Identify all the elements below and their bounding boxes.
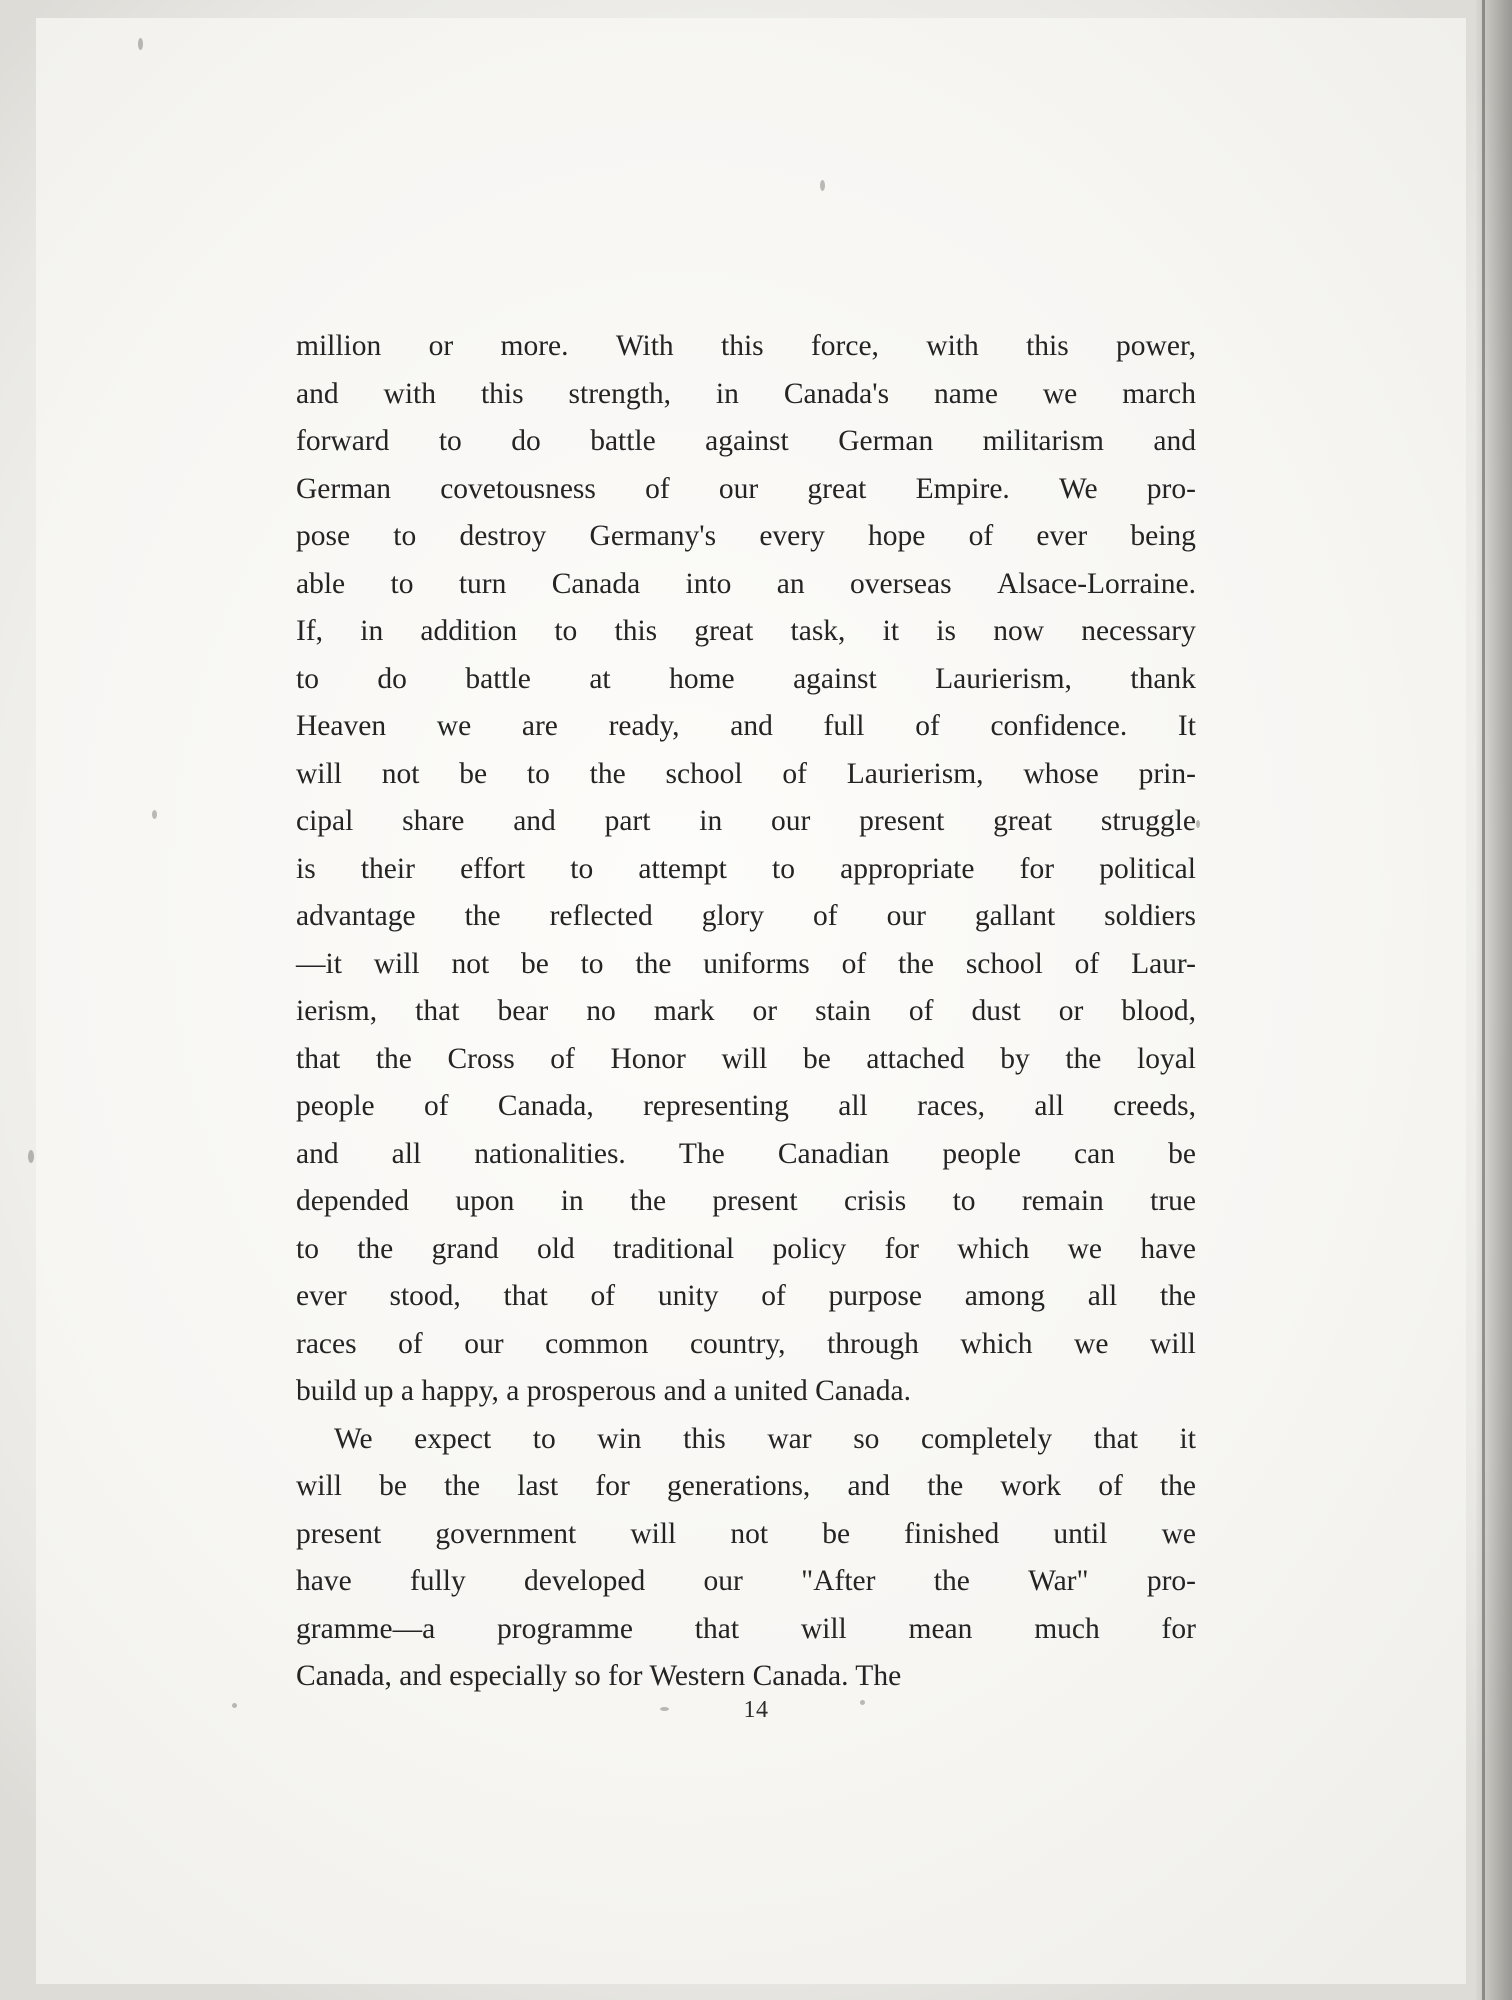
word: bear [497,995,549,1027]
word: Alsace-Lorraine. [996,567,1196,600]
word: this [683,1422,726,1455]
word: million [296,330,382,362]
text-line [296,378,1196,426]
word: be [822,1517,851,1550]
word: will [296,757,342,790]
word: struggle [1100,805,1196,837]
word: the [635,947,672,980]
word: Honor [610,1042,686,1075]
word: part [604,805,651,837]
word: programme [497,1612,634,1645]
word: appropriate [840,852,975,885]
word: this [480,377,524,410]
word: that [1093,1422,1138,1455]
word: mean [908,1612,973,1645]
word: all [1087,1280,1118,1312]
word: and [296,1137,339,1170]
word: and [513,805,556,837]
word: more. [500,330,569,362]
word: creeds, [1113,1090,1196,1122]
text-line [296,330,1196,378]
word: attempt [638,852,727,885]
word: loyal [1137,1042,1196,1075]
word: is [936,615,956,647]
word: full [823,710,865,742]
word: people [296,1090,375,1122]
word: forward [296,425,390,457]
word: for [1161,1612,1196,1645]
word: have [1140,1232,1196,1265]
word: Laurierism, [935,662,1072,695]
word: ever [1036,520,1088,552]
text-line [296,1043,1196,1091]
scan-speck [1196,820,1200,828]
word: gallant [974,900,1056,932]
text-line [296,473,1196,521]
text-line [296,1613,1196,1661]
word: "After [801,1565,876,1597]
word: races [296,1327,357,1360]
word: advantage [296,900,416,932]
word: present [712,1185,798,1217]
word: all [391,1137,422,1170]
word: blood, [1121,995,1196,1027]
word: we [1074,1327,1109,1360]
word: With [615,330,674,362]
word: dust [971,995,1021,1027]
word: stain [815,995,871,1027]
word: to [554,615,578,647]
word: of [908,995,934,1027]
word: their [360,852,415,885]
word: and [1153,425,1196,457]
word: present [859,805,945,837]
word: or [428,330,454,362]
word: the [1159,1470,1196,1502]
word: great [807,472,867,505]
word: we [436,710,472,742]
word: into [685,567,732,600]
word: Empire. [915,472,1010,505]
word: an [776,567,805,600]
word: school [665,757,743,790]
text-line [296,1090,1196,1138]
scan-speck [28,1150,34,1163]
word: If, [296,615,324,647]
word: soldiers [1104,900,1196,932]
word: do [377,662,407,695]
word: of [782,757,807,790]
word: which [957,1232,1030,1265]
word: war [767,1422,812,1455]
text-line [296,568,1196,616]
word: able [296,567,346,600]
word: representing [643,1090,789,1122]
word: at [589,662,611,695]
text-line [296,710,1196,758]
word: will [373,947,420,980]
word: task, [790,615,846,647]
word: traditional [613,1232,735,1265]
word: prin- [1138,757,1196,790]
word: Laurierism, [846,757,984,790]
word: be [459,757,488,790]
word: all [838,1090,868,1122]
word: march [1122,377,1196,410]
word: in [360,615,384,647]
word: the [1065,1042,1102,1075]
word: Cross [447,1042,515,1075]
word: so [853,1422,880,1455]
word: and [296,377,339,410]
word: effort [460,852,526,885]
word: German [838,425,934,457]
word: pose [296,520,351,552]
word: the [357,1232,394,1265]
word: the [933,1565,970,1597]
word: that [694,1612,740,1645]
scan-speck [820,180,825,191]
word: against [705,425,789,457]
word: in [699,805,723,837]
text-line [296,1280,1196,1328]
word: completely [921,1422,1053,1455]
word: it [882,615,900,647]
word: of [590,1280,616,1312]
word: Heaven [296,710,387,742]
word: the [589,757,626,790]
word: will [800,1612,847,1645]
word: developed [524,1565,646,1597]
word: our [703,1565,743,1597]
word: this [1026,330,1069,362]
word: of [968,520,994,552]
word: that [296,1042,341,1075]
text-line [296,1233,1196,1281]
word: last [517,1470,559,1502]
word: It [1177,710,1196,742]
word: for [884,1232,919,1265]
word: common [545,1327,649,1360]
word: this [721,330,764,362]
word: force, [810,330,879,362]
text-line [296,1518,1196,1566]
word: Germany's [589,520,717,552]
word: be [520,947,549,980]
text-line [296,758,1196,806]
word: German [296,472,392,505]
word: to [390,567,414,600]
scan-speck [152,810,157,819]
word: uniforms [703,947,810,980]
text-line: build up a happy, a prosperous and a united Canada. [296,1375,911,1407]
word: cipal [296,805,354,837]
word: grand [431,1232,499,1265]
word: unity [657,1280,719,1312]
text-line [296,663,1196,711]
word: pro- [1146,1565,1196,1597]
word: do [511,425,541,457]
word: of [1098,1470,1123,1502]
word: with [926,330,979,362]
word: strength, [568,377,671,410]
word: our [718,472,759,505]
word: much [1034,1612,1100,1645]
word: Canadian [777,1137,890,1170]
text-line [296,1185,1196,1233]
word: among [964,1280,1045,1312]
text-line [296,615,1196,663]
word: our [771,805,811,837]
word: the [630,1185,667,1217]
word: that [503,1280,548,1312]
word: for [1019,852,1055,885]
word: work [1000,1470,1062,1502]
word: until [1053,1517,1108,1550]
word: for [595,1470,630,1502]
word: necessary [1081,615,1196,647]
word: will [721,1042,768,1075]
word: attached [866,1042,965,1075]
word: battle [590,425,656,457]
word: Canada's [783,377,890,410]
word: reflected [549,900,653,932]
word: not [381,757,420,790]
word: against [793,662,877,695]
word: be [802,1042,831,1075]
word: present [296,1517,382,1550]
word: to [532,1422,556,1455]
word: ever [296,1280,347,1312]
word: of [915,710,940,742]
word: to [772,852,795,885]
word: of [398,1327,423,1360]
word: thank [1130,662,1196,695]
word: finished [904,1517,1000,1550]
word: covetousness [440,472,596,505]
word: win [597,1422,642,1455]
word: whose [1023,757,1099,790]
word: home [669,662,735,695]
word: to [580,947,604,980]
word: share [402,805,465,837]
text-line [296,805,1196,853]
word: or [1058,995,1084,1027]
word: to [296,1232,319,1265]
word: will [630,1517,677,1550]
word: to [526,757,550,790]
word: not [730,1517,769,1550]
word: we [1161,1517,1196,1550]
word: and [847,1470,891,1502]
word: it [1179,1422,1196,1455]
word: are [521,710,558,742]
word: to [296,662,319,695]
word: War" [1028,1565,1089,1597]
word: power, [1116,330,1196,362]
word: fully [409,1565,466,1597]
text-line [296,900,1196,948]
word: destroy [459,520,547,552]
text-line [296,425,1196,473]
word: the [1159,1280,1196,1312]
word: great [993,805,1053,837]
word: confidence. [990,710,1128,742]
word: ready, [608,710,680,742]
word: glory [701,900,765,932]
word: have [296,1565,352,1597]
word: old [537,1232,575,1265]
word: battle [465,662,531,695]
word: to [952,1185,976,1217]
word: remain [1021,1185,1104,1217]
word: mark [653,995,715,1027]
word: be [379,1470,407,1502]
word: to [438,425,462,457]
word: political [1099,852,1196,885]
word: the [897,947,935,980]
word: of [645,472,670,505]
word: of [550,1042,575,1075]
word: no [586,995,616,1027]
word: upon [455,1185,515,1217]
word: people [942,1137,1021,1170]
word: the [927,1470,964,1502]
text-line [296,1138,1196,1186]
word: is [296,852,316,885]
word: name [934,377,998,410]
word: our [886,900,926,932]
word: will [1149,1327,1196,1360]
word: which [960,1327,1033,1360]
word: We [334,1422,373,1455]
word: Canada [551,567,641,600]
word: we [1042,377,1078,410]
word: that [415,995,460,1027]
word: turn [458,567,507,600]
text-line [296,1565,1196,1613]
text-line [296,520,1196,568]
scan-speck [138,38,143,50]
text-line [296,995,1196,1043]
word: races, [917,1090,986,1122]
word: the [464,900,501,932]
paragraph-2 [296,1423,1196,1708]
word: to [570,852,594,885]
word: generations, [666,1470,811,1502]
word: will [296,1470,342,1502]
word: of [841,947,867,980]
page-number: 14 [743,1697,769,1723]
word: Laur- [1131,947,1196,980]
word: not [451,947,490,980]
word: we [1067,1232,1103,1265]
text-line [296,853,1196,901]
word: now [993,615,1044,647]
word: depended [296,1185,410,1217]
word: be [1168,1137,1196,1170]
word: all [1034,1090,1064,1122]
word: or [752,995,778,1027]
word: pro- [1146,472,1196,505]
paragraph-1 [296,330,1196,1423]
word: militarism [982,425,1104,457]
word: Canada, [497,1090,594,1122]
word: stood, [389,1280,461,1312]
word: government [435,1517,577,1550]
word: and [730,710,773,742]
word: through [827,1327,919,1360]
word: ierism, [296,995,378,1027]
word: true [1150,1185,1196,1217]
word: our [464,1327,504,1360]
text-line: Canada, and especially so for Western Canada. The [296,1660,902,1692]
word: by [1000,1042,1030,1075]
word: great [694,615,754,647]
text-line [296,948,1196,996]
word: The [678,1137,725,1170]
word: We [1059,472,1098,505]
text-line [296,1328,1196,1376]
word: of [423,1090,449,1122]
word: gramme—a [296,1612,436,1645]
word: policy [772,1232,847,1265]
word: being [1130,520,1196,552]
word: country, [689,1327,786,1360]
word: hope [868,520,926,552]
word: overseas [850,567,952,600]
word: of [761,1280,786,1312]
word: —it [296,947,342,980]
word: the [375,1042,412,1075]
word: in [560,1185,584,1217]
word: addition [420,615,518,647]
text-line [296,1423,1196,1471]
word: crisis [843,1185,907,1217]
word: of [1074,947,1100,980]
word: this [614,615,658,647]
word: in [715,377,739,410]
body-text-column [296,330,1196,1708]
word: every [759,520,825,552]
word: the [444,1470,481,1502]
word: with [383,377,436,410]
word: expect [414,1422,492,1455]
word: can [1074,1137,1115,1170]
word: school [965,947,1043,980]
word: purpose [828,1280,922,1312]
word: of [813,900,838,932]
word: to [393,520,417,552]
word: nationalities. [474,1137,626,1170]
text-line [296,1470,1196,1518]
